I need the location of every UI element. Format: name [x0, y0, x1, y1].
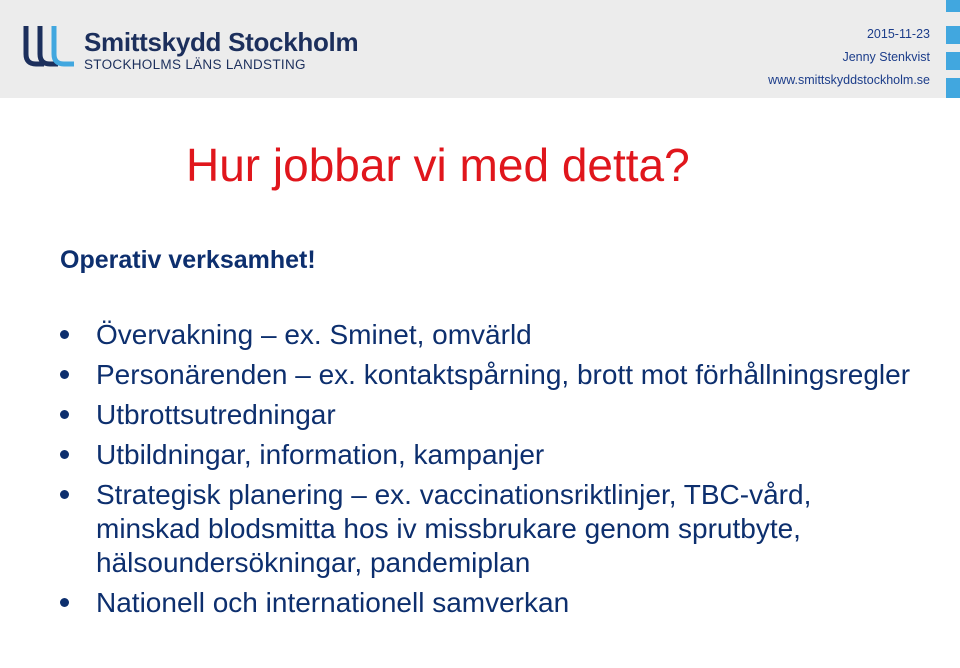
accent-bar: [946, 0, 960, 12]
bullet-dot-icon: [60, 410, 69, 419]
accent-bar: [946, 78, 960, 98]
slide-title: Hur jobbar vi med detta?: [186, 139, 690, 191]
slide-subheading: Operativ verksamhet!: [60, 246, 316, 274]
bullet-item: [60, 318, 920, 352]
bullet-dot-icon: [60, 330, 69, 339]
bullet-item: [60, 358, 920, 392]
bullet-text: Utbrottsutredningar: [96, 399, 336, 430]
bullet-list: [60, 318, 920, 626]
slide-website: www.smittskyddstockholm.se: [768, 73, 930, 87]
bullet-item: [60, 586, 920, 620]
bullet-text: Nationell och internationell samverkan: [96, 587, 570, 618]
slide-header: [0, 0, 960, 98]
accent-bar: [946, 26, 960, 44]
accent-bar: [946, 52, 960, 70]
sll-logo-icon: [22, 24, 76, 70]
bullet-item: [60, 398, 920, 432]
slide-author: Jenny Stenkvist: [842, 50, 930, 64]
logo-title: Smittskydd Stockholm: [84, 27, 359, 57]
bullet-text: Personärenden – ex. kontaktspårning, brott mot förhållningsregler: [96, 359, 911, 390]
slide-meta: [768, 23, 930, 92]
bullet-text: Övervakning – ex. Sminet, omvärld: [96, 319, 532, 350]
slide-date: 2015-11-23: [866, 27, 930, 41]
bullet-item: [60, 438, 920, 472]
bullet-dot-icon: [60, 490, 69, 499]
bullet-text: Strategisk planering – ex. vaccinationsriktlinjer, TBC-vård, minskad blodsmitta hos iv missbrukare genom sprutbyte, hälsoundersökningar, pandemiplan: [96, 479, 812, 578]
bullet-dot-icon: [60, 450, 69, 459]
bullet-item: [60, 478, 920, 580]
bullet-text: Utbildningar, information, kampanjer: [96, 439, 545, 470]
bullet-dot-icon: [60, 370, 69, 379]
logo-subtitle: STOCKHOLMS LÄNS LANDSTING: [84, 57, 306, 72]
bullet-dot-icon: [60, 598, 69, 607]
